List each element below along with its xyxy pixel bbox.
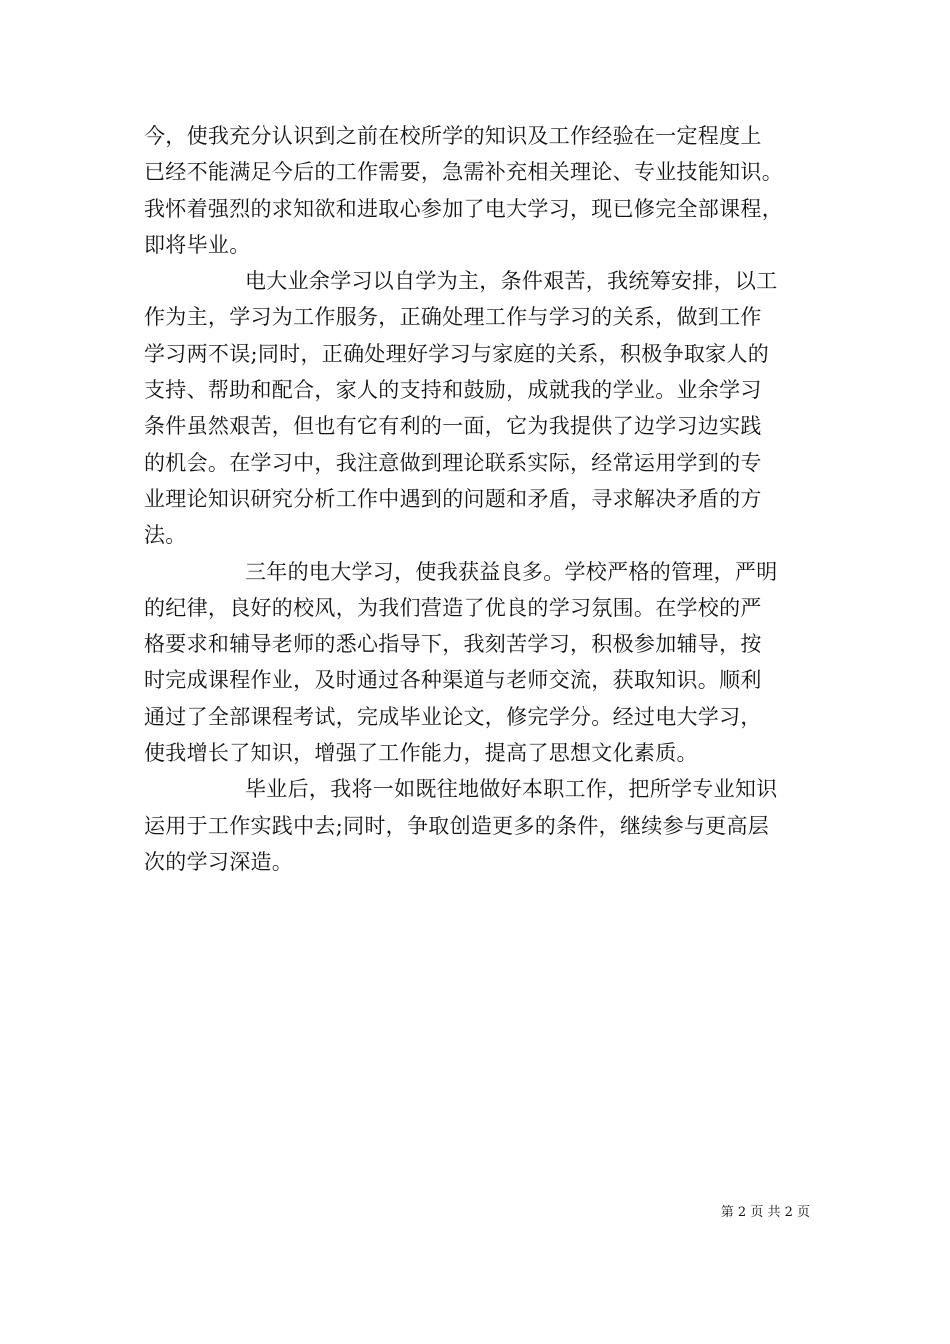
paragraph-first-line: 电大业余学习以自学为主，条件艰苦，我统筹安排，以工 xyxy=(245,269,778,294)
paragraph-first-line: 毕业后，我将一如既往地做好本职工作，把所学专业知识 xyxy=(245,777,778,802)
text-line: 时完成课程作业，及时通过各种渠道与老师交流，获取知识。顺利 xyxy=(144,668,762,693)
text-line: 使我增长了知识，增强了工作能力，提高了思想文化素质。 xyxy=(144,741,698,766)
text-line: 运用于工作实践中去;同时，争取创造更多的条件，继续参与更高层 xyxy=(144,813,770,838)
text-line: 学习两不误;同时，正确处理好学习与家庭的关系，积极争取家人的 xyxy=(144,341,770,366)
text-line: 通过了全部课程考试，完成毕业论文，修完学分。经过电大学习， xyxy=(144,704,762,729)
text-line: 今，使我充分认识到之前在校所学的知识及工作经验在一定程度上 xyxy=(144,124,762,148)
text-line: 支持、帮助和配合，家人的支持和鼓励，成就我的学业。业余学习 xyxy=(144,378,762,403)
text-line: 业理论知识研究分析工作中遇到的问题和矛盾，寻求解决矛盾的方 xyxy=(144,486,762,511)
text-line: 已经不能满足今后的工作需要，急需补充相关理论、专业技能知识。 xyxy=(144,160,783,185)
text-line: 的机会。在学习中，我注意做到理论联系实际，经常运用学到的专 xyxy=(144,450,762,475)
text-line: 即将毕业。 xyxy=(144,232,251,257)
text-line: 格要求和辅导老师的悉心指导下，我刻苦学习，积极参加辅导，按 xyxy=(144,632,762,657)
text-line: 次的学习深造。 xyxy=(144,849,294,874)
text-line: 法。 xyxy=(144,523,187,548)
page-number-footer: 第 2 页 共 2 页 xyxy=(720,1205,810,1220)
document-body xyxy=(144,118,810,880)
text-line: 作为主，学习为工作服务，正确处理工作与学习的关系，做到工作 xyxy=(144,305,762,330)
paragraph-first-line: 三年的电大学习，使我获益良多。学校严格的管理，严明 xyxy=(245,559,778,584)
text-line: 条件虽然艰苦，但也有它有利的一面，它为我提供了边学习边实践 xyxy=(144,414,762,439)
text-line: 的纪律，良好的校风，为我们营造了优良的学习氛围。在学校的严 xyxy=(144,595,762,620)
text-line: 我怀着强烈的求知欲和进取心参加了电大学习，现已修完全部课程， xyxy=(144,196,783,221)
